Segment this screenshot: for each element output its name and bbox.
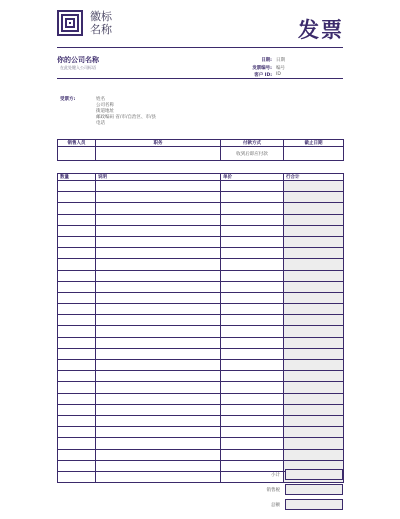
unit-price-cell[interactable]	[221, 259, 284, 270]
customer-id-label: 客户 ID:	[254, 73, 272, 78]
table-row	[58, 404, 344, 415]
line-total-cell[interactable]	[284, 270, 344, 281]
quantity-cell[interactable]	[58, 348, 96, 359]
job-cell[interactable]	[96, 147, 221, 161]
table-row	[58, 203, 344, 214]
description-cell[interactable]	[96, 225, 221, 236]
unit-price-cell[interactable]	[221, 315, 284, 326]
unit-price-cell[interactable]	[221, 438, 284, 449]
quantity-cell[interactable]	[58, 360, 96, 371]
line-total-cell[interactable]	[284, 404, 344, 415]
company-slogan[interactable]: 在此处键入公司标语	[60, 65, 96, 70]
line-total-cell[interactable]	[284, 393, 344, 404]
payment-terms-cell[interactable]: 收到后即应付款	[221, 147, 284, 161]
quantity-cell[interactable]	[58, 371, 96, 382]
table-row	[58, 326, 344, 337]
quantity-cell[interactable]	[58, 181, 96, 192]
section-divider	[57, 78, 343, 79]
sales-tax-label: 销售税	[266, 488, 280, 493]
due-date-cell[interactable]	[284, 147, 344, 161]
line-total-cell[interactable]	[284, 292, 344, 303]
line-total-cell[interactable]	[284, 371, 344, 382]
description-cell[interactable]	[96, 460, 221, 471]
table-row	[58, 248, 344, 259]
unit-price-cell[interactable]	[221, 449, 284, 460]
unit-price-cell[interactable]	[221, 236, 284, 247]
total-label: 总额	[271, 503, 280, 508]
description-cell[interactable]	[96, 371, 221, 382]
sales-tax-value[interactable]	[285, 484, 343, 495]
table-row	[58, 371, 344, 382]
unit-price-cell[interactable]	[221, 214, 284, 225]
logo-name: 徽标 名称	[90, 10, 112, 36]
quantity-cell[interactable]	[58, 304, 96, 315]
line-total-cell[interactable]	[284, 326, 344, 337]
table-row	[58, 449, 344, 460]
description-cell[interactable]	[96, 360, 221, 371]
unit-price-cell[interactable]	[221, 337, 284, 348]
line-total-cell[interactable]	[284, 225, 344, 236]
unit-price-cell[interactable]	[221, 404, 284, 415]
bill-to-company[interactable]: 公司名称	[96, 103, 114, 108]
quantity-cell[interactable]	[58, 427, 96, 438]
unit-price-cell[interactable]	[221, 415, 284, 426]
quantity-cell[interactable]	[58, 192, 96, 203]
table-row	[58, 192, 344, 203]
line-total-cell[interactable]	[284, 415, 344, 426]
quantity-cell[interactable]	[58, 382, 96, 393]
description-cell[interactable]	[96, 281, 221, 292]
quantity-cell[interactable]	[58, 393, 96, 404]
table-row	[58, 315, 344, 326]
header-job: 职务	[96, 140, 221, 147]
line-total-cell[interactable]	[284, 281, 344, 292]
line-items-table	[57, 173, 344, 483]
description-cell[interactable]	[96, 471, 221, 482]
table-row	[58, 304, 344, 315]
description-cell[interactable]	[96, 292, 221, 303]
table-row	[58, 292, 344, 303]
subtotal-label: 小计	[271, 473, 280, 478]
line-total-cell[interactable]	[284, 427, 344, 438]
line-total-cell[interactable]	[284, 203, 344, 214]
quantity-cell[interactable]	[58, 415, 96, 426]
unit-price-cell[interactable]	[221, 348, 284, 359]
table-row	[58, 270, 344, 281]
bill-to-street[interactable]: 街道地址	[96, 109, 114, 114]
header-due-date: 截止日期	[284, 140, 344, 147]
quantity-cell[interactable]	[58, 292, 96, 303]
description-cell[interactable]	[96, 326, 221, 337]
description-cell[interactable]	[96, 337, 221, 348]
quantity-cell[interactable]	[58, 281, 96, 292]
description-cell[interactable]	[96, 393, 221, 404]
invoice-title: 发票	[298, 18, 344, 42]
logo-icon	[57, 10, 83, 36]
unit-price-cell[interactable]	[221, 270, 284, 281]
table-row	[58, 259, 344, 270]
quantity-cell[interactable]	[58, 326, 96, 337]
total-value[interactable]	[285, 499, 343, 510]
header-line-total: 行合计	[284, 174, 344, 181]
line-total-cell[interactable]	[284, 438, 344, 449]
subtotal-value[interactable]	[285, 469, 343, 480]
header-divider	[57, 47, 343, 48]
line-total-cell[interactable]	[284, 192, 344, 203]
line-total-cell[interactable]	[284, 360, 344, 371]
line-total-cell[interactable]	[284, 248, 344, 259]
table-row	[58, 181, 344, 192]
line-total-cell[interactable]	[284, 449, 344, 460]
date-label: 日期:	[261, 58, 272, 63]
line-total-cell[interactable]	[284, 315, 344, 326]
table-row	[58, 337, 344, 348]
unit-price-cell[interactable]	[221, 427, 284, 438]
line-total-cell[interactable]	[284, 214, 344, 225]
table-row	[58, 225, 344, 236]
unit-price-cell[interactable]	[221, 292, 284, 303]
description-cell[interactable]	[96, 415, 221, 426]
description-cell[interactable]	[96, 438, 221, 449]
table-row	[58, 415, 344, 426]
description-cell[interactable]	[96, 192, 221, 203]
quantity-cell[interactable]	[58, 203, 96, 214]
unit-price-cell[interactable]	[221, 248, 284, 259]
salesperson-cell[interactable]	[58, 147, 96, 161]
unit-price-cell[interactable]	[221, 181, 284, 192]
date-value[interactable]: 日期	[276, 58, 285, 63]
description-cell[interactable]	[96, 315, 221, 326]
quantity-cell[interactable]	[58, 438, 96, 449]
unit-price-cell[interactable]	[221, 360, 284, 371]
description-cell[interactable]	[96, 248, 221, 259]
bill-to-name[interactable]: 姓名	[96, 97, 105, 102]
description-cell[interactable]	[96, 382, 221, 393]
description-cell[interactable]	[96, 236, 221, 247]
quantity-cell[interactable]	[58, 471, 96, 482]
quantity-cell[interactable]	[58, 259, 96, 270]
description-cell[interactable]	[96, 404, 221, 415]
description-cell[interactable]	[96, 270, 221, 281]
table-row	[58, 214, 344, 225]
quantity-cell[interactable]	[58, 460, 96, 471]
invoice-number-value[interactable]: 编号	[276, 66, 285, 71]
table-row	[58, 393, 344, 404]
quantity-cell[interactable]	[58, 449, 96, 460]
header-quantity: 数量	[58, 174, 96, 181]
unit-price-cell[interactable]	[221, 371, 284, 382]
table-row	[58, 348, 344, 359]
customer-id-value[interactable]: ID	[276, 72, 281, 77]
unit-price-cell[interactable]	[221, 281, 284, 292]
line-total-cell[interactable]	[284, 181, 344, 192]
invoice-number-label: 发票编号:	[252, 66, 272, 71]
quantity-cell[interactable]	[58, 225, 96, 236]
header-salesperson: 销售人员	[58, 140, 96, 147]
unit-price-cell[interactable]	[221, 382, 284, 393]
description-cell[interactable]	[96, 214, 221, 225]
line-total-cell[interactable]	[284, 382, 344, 393]
quantity-cell[interactable]	[58, 404, 96, 415]
quantity-cell[interactable]	[58, 236, 96, 247]
line-total-cell[interactable]	[284, 304, 344, 315]
quantity-cell[interactable]	[58, 337, 96, 348]
table-row	[58, 236, 344, 247]
unit-price-cell[interactable]	[221, 326, 284, 337]
unit-price-cell[interactable]	[221, 203, 284, 214]
bill-to-phone[interactable]: 电话	[96, 121, 105, 126]
bill-to-city[interactable]: 邮政编码 省/市/自治区、市/县	[96, 115, 156, 120]
quantity-cell[interactable]	[58, 315, 96, 326]
description-cell[interactable]	[96, 181, 221, 192]
description-cell[interactable]	[96, 203, 221, 214]
unit-price-cell[interactable]	[221, 393, 284, 404]
unit-price-cell[interactable]	[221, 304, 284, 315]
unit-price-cell[interactable]	[221, 460, 284, 471]
description-cell[interactable]	[96, 348, 221, 359]
description-cell[interactable]	[96, 427, 221, 438]
quantity-cell[interactable]	[58, 248, 96, 259]
table-row	[58, 438, 344, 449]
unit-price-cell[interactable]	[221, 225, 284, 236]
sales-info-table	[57, 139, 344, 161]
line-total-cell[interactable]	[284, 259, 344, 270]
table-row	[58, 382, 344, 393]
header-unit-price: 单价	[221, 174, 284, 181]
company-name[interactable]: 你的公司名称	[57, 56, 99, 64]
description-cell[interactable]	[96, 304, 221, 315]
header-payment-terms: 付款方式	[221, 140, 284, 147]
line-total-cell[interactable]	[284, 337, 344, 348]
bill-to-label: 受票方:	[60, 97, 76, 102]
description-cell[interactable]	[96, 449, 221, 460]
table-row	[58, 360, 344, 371]
quantity-cell[interactable]	[58, 270, 96, 281]
unit-price-cell[interactable]	[221, 192, 284, 203]
table-row	[58, 281, 344, 292]
description-cell[interactable]	[96, 259, 221, 270]
table-row	[58, 427, 344, 438]
line-total-cell[interactable]	[284, 348, 344, 359]
header-description: 说明	[96, 174, 221, 181]
quantity-cell[interactable]	[58, 214, 96, 225]
line-total-cell[interactable]	[284, 236, 344, 247]
